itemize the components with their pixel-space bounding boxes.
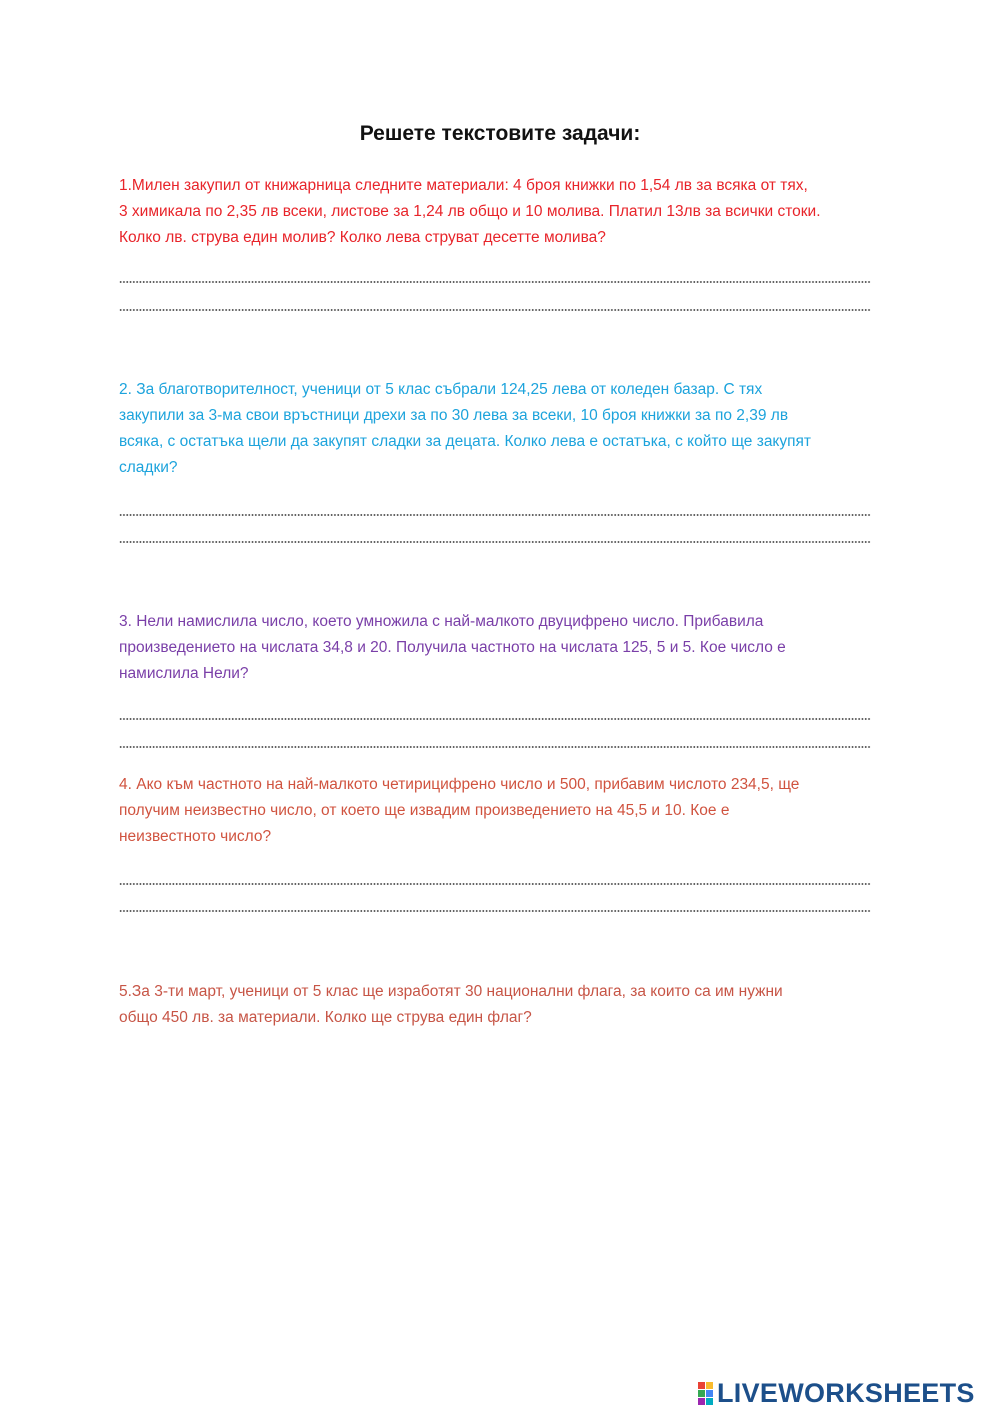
task-1-line-3: Колко лв. струва един молив? Колко лева струват десетте молива? <box>119 229 606 246</box>
task-1-line-1: 1.Милен закупил от книжарница следните материали: 4 броя книжки по 1,54 лв за всяка от тях, <box>119 177 808 194</box>
task-4-line-3: неизвестното число? <box>119 828 272 845</box>
task-2-line-2: закупили за 3-ма свои връстници дрехи за по 30 лева за всеки, 10 броя книжки за по 2,39 лв <box>119 407 789 424</box>
answer-line-2a[interactable] <box>119 514 871 516</box>
task-2-line-4: сладки? <box>119 459 178 476</box>
answer-line-1b[interactable] <box>119 309 871 311</box>
task-1-line-2: 3 химикала по 2,35 лв всеки, листове за 1,24 лв общо и 10 молива. Платил 13лв за всички стоки. <box>119 203 821 220</box>
task-4 <box>119 772 889 850</box>
logo-square <box>706 1390 713 1397</box>
logo-square <box>706 1382 713 1389</box>
task-5 <box>119 979 889 1031</box>
task-3-line-3: намислила Нели? <box>119 665 249 682</box>
answer-line-2b[interactable] <box>119 541 871 543</box>
task-2-line-1: 2. За благотворителност, ученици от 5 клас събрали 124,25 лева от коледен базар. С тях <box>119 381 763 398</box>
task-3 <box>119 609 889 687</box>
answer-line-4b[interactable] <box>119 910 871 912</box>
task-3-line-1: 3. Нели намислила число, което умножила с най-малкото двуцифрено число. Прибавила <box>119 613 764 630</box>
task-4-line-1: 4. Ако към частното на най-малкото четирицифрено число и 500, прибавим числото 234,5, ще <box>119 776 800 793</box>
worksheet-title: Решете текстовите задачи: <box>359 122 641 145</box>
answer-line-1a[interactable] <box>119 281 871 283</box>
task-2-line-3: всяка, с остатъка щели да закупят сладки за децата. Колко лева е остатъка, с който ще закупят <box>119 433 812 450</box>
logo-square <box>698 1382 705 1389</box>
task-3-line-2: произведението на числата 34,8 и 20. Получила частното на числата 125, 5 и 5. Кое число е <box>119 639 786 656</box>
answer-line-4a[interactable] <box>119 883 871 885</box>
task-5-line-1: 5.За 3-ти март, ученици от 5 клас ще изработят 30 национални флага, за които са им нужни <box>119 983 783 1000</box>
task-4-line-2: получим неизвестно число, от което ще извадим произведението на 45,5 и 10. Кое е <box>119 802 730 819</box>
task-5-line-2: общо 450 лв. за материали. Колко ще струва един флаг? <box>119 1009 532 1026</box>
logo-square <box>698 1398 705 1405</box>
task-2 <box>119 377 889 481</box>
logo-text: LIVEWORKSHEETS <box>717 1377 975 1408</box>
answer-line-3a[interactable] <box>119 718 871 720</box>
liveworksheets-logo[interactable] <box>698 1378 975 1408</box>
logo-square <box>698 1390 705 1397</box>
logo-square <box>706 1398 713 1405</box>
task-1 <box>119 173 889 251</box>
logo-mark-icon <box>698 1382 713 1405</box>
answer-line-3b[interactable] <box>119 746 871 748</box>
